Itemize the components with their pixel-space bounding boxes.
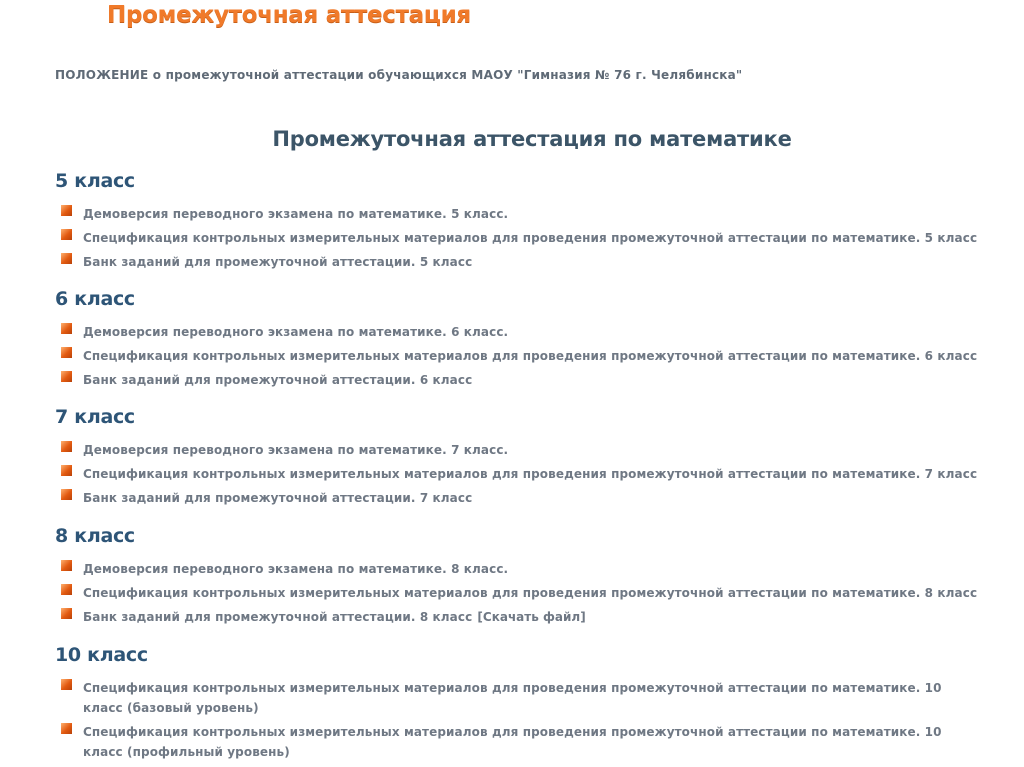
document-link[interactable]: Спецификация контрольных измерительных материалов для проведения промежуточной аттестации по математике. 6 класс xyxy=(83,349,978,363)
grade-heading: 10 класс xyxy=(55,644,148,666)
section-title: Промежуточная аттестация по математике xyxy=(272,127,792,151)
document-link[interactable]: Демоверсия переводного экзамена по математике. 5 класс. xyxy=(83,207,509,221)
document-link[interactable]: Демоверсия переводного экзамена по математике. 7 класс. xyxy=(83,443,509,457)
document-link[interactable]: Банк заданий для промежуточной аттестации. 8 класс xyxy=(83,610,473,624)
orange-square-bullet-icon xyxy=(61,323,72,334)
list-item xyxy=(61,251,984,271)
document-list xyxy=(61,439,984,507)
orange-square-bullet-icon xyxy=(61,584,72,595)
document-list xyxy=(61,558,984,626)
document-link[interactable]: Демоверсия переводного экзамена по математике. 8 класс. xyxy=(83,562,509,576)
list-item xyxy=(61,558,984,578)
list-item xyxy=(61,606,984,626)
orange-square-bullet-icon xyxy=(61,465,72,476)
list-item xyxy=(61,227,984,247)
grade-10-section xyxy=(55,644,984,765)
orange-square-bullet-icon xyxy=(61,229,72,240)
document-list xyxy=(61,677,984,761)
regulation-link[interactable]: ПОЛОЖЕНИЕ о промежуточной аттестации обучающихся МАОУ "Гимназия № 76 г. Челябинска" xyxy=(55,68,743,82)
orange-square-bullet-icon xyxy=(61,723,72,734)
list-item xyxy=(61,203,984,223)
orange-square-bullet-icon xyxy=(61,253,72,264)
orange-square-bullet-icon xyxy=(61,441,72,452)
list-item xyxy=(61,345,984,365)
document-link[interactable]: Спецификация контрольных измерительных материалов для проведения промежуточной аттестации по математике. 7 класс xyxy=(83,467,978,481)
document-link[interactable]: Демоверсия переводного экзамена по математике. 6 класс. xyxy=(83,325,509,339)
list-item xyxy=(61,582,984,602)
list-item xyxy=(61,677,984,717)
list-item xyxy=(61,439,984,459)
document-link[interactable]: Спецификация контрольных измерительных материалов для проведения промежуточной аттестации по математике. 10 класс (базовый уровень) xyxy=(83,681,942,715)
grade-5-section xyxy=(55,170,984,275)
orange-square-bullet-icon xyxy=(61,560,72,571)
grade-heading: 8 класс xyxy=(55,525,135,547)
list-item xyxy=(61,463,984,483)
document-link[interactable]: Банк заданий для промежуточной аттестации. 5 класс xyxy=(83,255,473,269)
grade-heading: 6 класс xyxy=(55,288,135,310)
orange-square-bullet-icon xyxy=(61,608,72,619)
orange-square-bullet-icon xyxy=(61,679,72,690)
document-link[interactable]: Банк заданий для промежуточной аттестации. 7 класс xyxy=(83,491,473,505)
bracket-open: [ xyxy=(477,610,483,624)
bracket-close: ] xyxy=(580,610,586,624)
list-item xyxy=(61,721,984,761)
orange-square-bullet-icon xyxy=(61,205,72,216)
orange-square-bullet-icon xyxy=(61,347,72,358)
list-item xyxy=(61,369,984,389)
document-list xyxy=(61,203,984,271)
download-file-link[interactable]: Скачать файл xyxy=(482,610,581,624)
list-item xyxy=(61,487,984,507)
grade-heading: 5 класс xyxy=(55,170,135,192)
orange-square-bullet-icon xyxy=(61,371,72,382)
grade-6-section xyxy=(55,288,984,393)
document-link[interactable]: Спецификация контрольных измерительных материалов для проведения промежуточной аттестации по математике. 8 класс xyxy=(83,586,978,600)
document-link[interactable]: Банк заданий для промежуточной аттестации. 6 класс xyxy=(83,373,473,387)
grade-heading: 7 класс xyxy=(55,406,135,428)
document-link[interactable]: Спецификация контрольных измерительных материалов для проведения промежуточной аттестации по математике. 10 класс (профильный уровень) xyxy=(83,725,942,759)
document-link[interactable]: Спецификация контрольных измерительных материалов для проведения промежуточной аттестации по математике. 5 класс xyxy=(83,231,978,245)
grade-8-section xyxy=(55,525,984,630)
document-list xyxy=(61,321,984,389)
list-item xyxy=(61,321,984,341)
grade-7-section xyxy=(55,406,984,511)
page-title: Промежуточная аттестация xyxy=(107,2,471,28)
orange-square-bullet-icon xyxy=(61,489,72,500)
